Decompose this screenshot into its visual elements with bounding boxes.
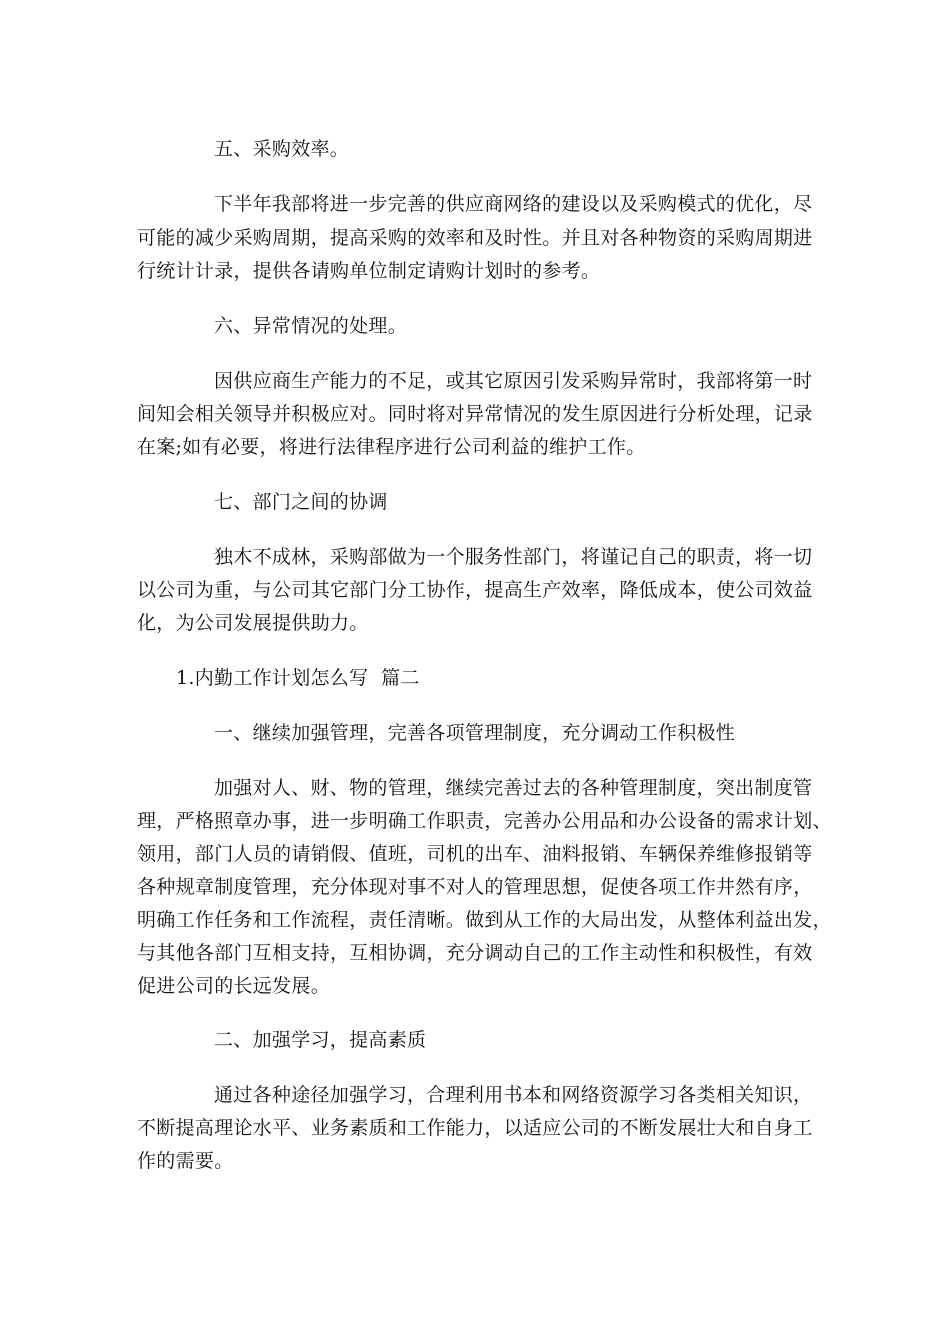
section-heading-learning: 二、加强学习，提高素质 (214, 1029, 427, 1051)
paragraph-line: 下半年我部将进一步完善的供应商网络的建设以及采购模式的优化，尽 (214, 193, 813, 215)
paragraph-line: 领用，部门人员的请销假、值班，司机的出车、油料报销、车辆保养维修报销等 (137, 843, 813, 865)
section-heading-department-coordination: 七、部门之间的协调 (214, 491, 388, 513)
paragraph-line: 因供应商生产能力的不足，或其它原因引发采购异常时，我部将第一时 (214, 370, 813, 392)
article-heading: 1.内勤工作计划怎么写 篇二 (176, 667, 420, 689)
paragraph-line: 在案;如有必要，将进行法律程序进行公司利益的维护工作。 (137, 436, 646, 458)
paragraph-line: 以公司为重，与公司其它部门分工协作，提高生产效率，降低成本，使公司效益 (137, 579, 813, 601)
paragraph-line: 通过各种途径加强学习，合理利用书本和网络资源学习各类相关知识， (214, 1084, 813, 1106)
paragraph-line: 各种规章制度管理，充分体现对事不对人的管理思想，促使各项工作井然有序， (137, 876, 813, 898)
section-heading-procurement-efficiency: 五、采购效率。 (214, 138, 350, 160)
section-heading-exception-handling: 六、异常情况的处理。 (214, 315, 408, 337)
paragraph-line: 促进公司的长远发展。 (137, 975, 331, 997)
paragraph-line: 作的需要。 (137, 1150, 234, 1172)
paragraph-line: 不断提高理论水平、业务素质和工作能力，以适应公司的不断发展壮大和自身工 (137, 1117, 813, 1139)
paragraph-line: 独木不成林，采购部做为一个服务性部门，将谨记自己的职责，将一切 (214, 546, 813, 568)
paragraph-line: 理，严格照章办事，进一步明确工作职责，完善办公用品和办公设备的需求计划、 (137, 810, 832, 832)
paragraph-line: 可能的减少采购周期，提高采购的效率和及时性。并且对各种物资的采购周期进 (137, 227, 813, 249)
paragraph-line: 行统计计录，提供各请购单位制定请购计划时的参考。 (137, 260, 601, 282)
paragraph-line: 间知会相关领导并积极应对。同时将对异常情况的发生原因进行分析处理，记录 (137, 403, 813, 425)
paragraph-line: 与其他各部门互相支持，互相协调，充分调动自己的工作主动性和积极性，有效 (137, 942, 813, 964)
paragraph-line: 加强对人、财、物的管理，继续完善过去的各种管理制度，突出制度管 (214, 777, 813, 799)
paragraph-line: 明确工作任务和工作流程，责任清晰。做到从工作的大局出发，从整体利益出发， (137, 909, 832, 931)
section-heading-management: 一、继续加强管理，完善各项管理制度，充分调动工作积极性 (214, 722, 736, 744)
paragraph-line: 化，为公司发展提供助力。 (137, 612, 369, 634)
